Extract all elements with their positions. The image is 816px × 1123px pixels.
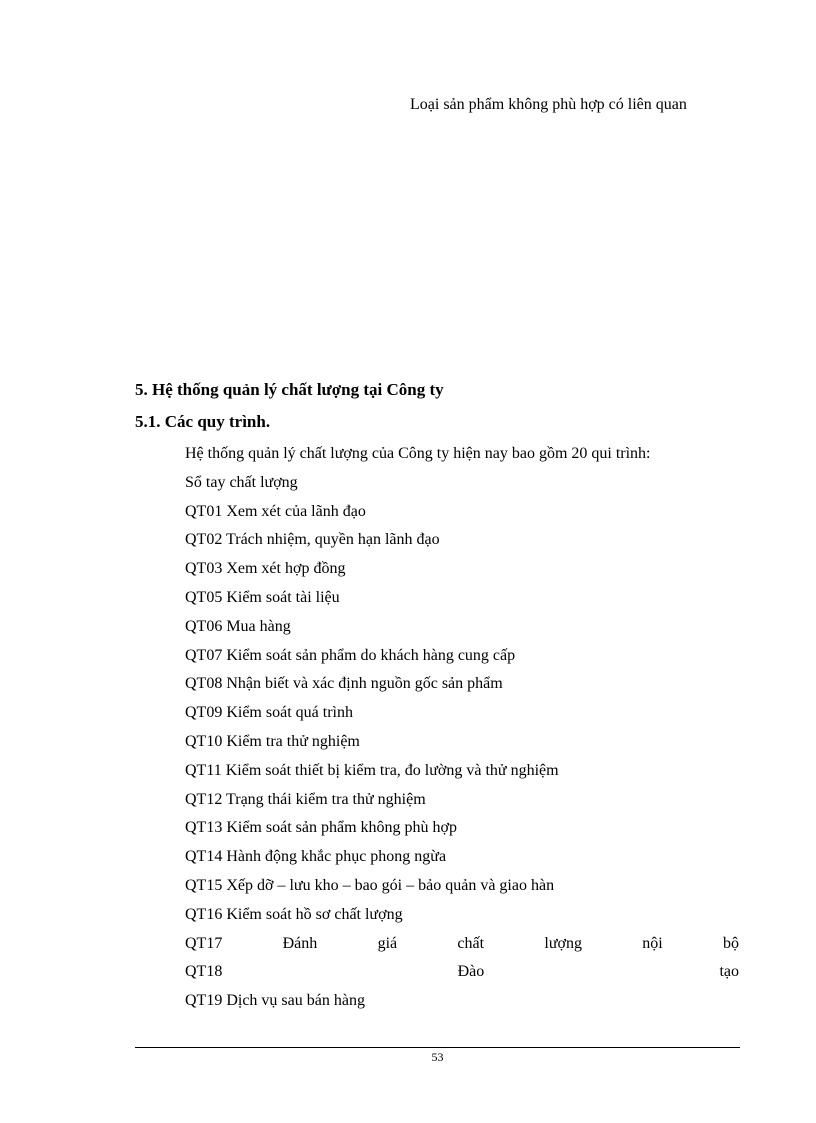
list-item: QT07 Kiểm soát sản phẩm do khách hàng cung cấp: [185, 646, 516, 664]
list-item: QT14 Hành động khắc phục phong ngừa: [185, 848, 447, 866]
list-item-qt18: [185, 962, 739, 991]
list-item: QT08 Nhận biết và xác định nguồn gốc sản phẩm: [185, 675, 503, 693]
footer-divider: [135, 1047, 740, 1048]
list-item: QT02 Trách nhiệm, quyền hạn lãnh đạo: [185, 531, 440, 549]
word: nội: [642, 934, 663, 952]
word: Đào: [457, 963, 485, 981]
top-caption: Loại sản phẩm không phù hợp có liên quan: [410, 96, 687, 113]
list-item: Sổ tay chất lượng: [185, 473, 298, 491]
list-item: QT09 Kiểm soát quá trình: [185, 704, 353, 722]
page-number: 53: [431, 1050, 444, 1064]
word: lượng: [544, 934, 582, 952]
list-item: QT10 Kiểm tra thử nghiệm: [185, 732, 360, 750]
list-item: QT05 Kiểm soát tài liệu: [185, 588, 340, 606]
list-item: QT12 Trạng thái kiểm tra thử nghiệm: [185, 790, 426, 808]
list-item: QT15 Xếp dỡ – lưu kho – bao gói – bảo quản và giao hàn: [185, 876, 555, 894]
list-item: QT01 Xem xét của lãnh đạo: [185, 502, 366, 520]
list-item: QT16 Kiểm soát hồ sơ chất lượng: [185, 905, 403, 923]
word: Đánh: [282, 934, 318, 952]
list-item: QT06 Mua hàng: [185, 617, 291, 635]
word: QT17: [185, 934, 223, 952]
list-item: QT11 Kiểm soát thiết bị kiểm tra, đo lường và thử nghiệm: [185, 761, 559, 779]
procedure-list: [185, 444, 739, 1020]
intro-paragraph: Hệ thống quản lý chất lượng của Công ty hiện nay bao gồm 20 qui trình:: [185, 445, 651, 462]
word: chất: [457, 934, 485, 952]
word: bộ: [723, 934, 739, 952]
word: tạo: [719, 963, 739, 981]
list-item-qt17: [185, 934, 739, 963]
list-item: QT13 Kiểm soát sản phẩm không phù hợp: [185, 819, 457, 837]
section-heading: 5. Hệ thống quản lý chất lượng tại Công ty: [135, 380, 444, 399]
list-item: QT03 Xem xét hợp đồng: [185, 560, 346, 578]
word: giá: [377, 934, 398, 952]
list-item: QT19 Dịch vụ sau bán hàng: [185, 992, 365, 1010]
subsection-heading: 5.1. Các quy trình.: [135, 412, 271, 431]
word: QT18: [185, 963, 223, 981]
